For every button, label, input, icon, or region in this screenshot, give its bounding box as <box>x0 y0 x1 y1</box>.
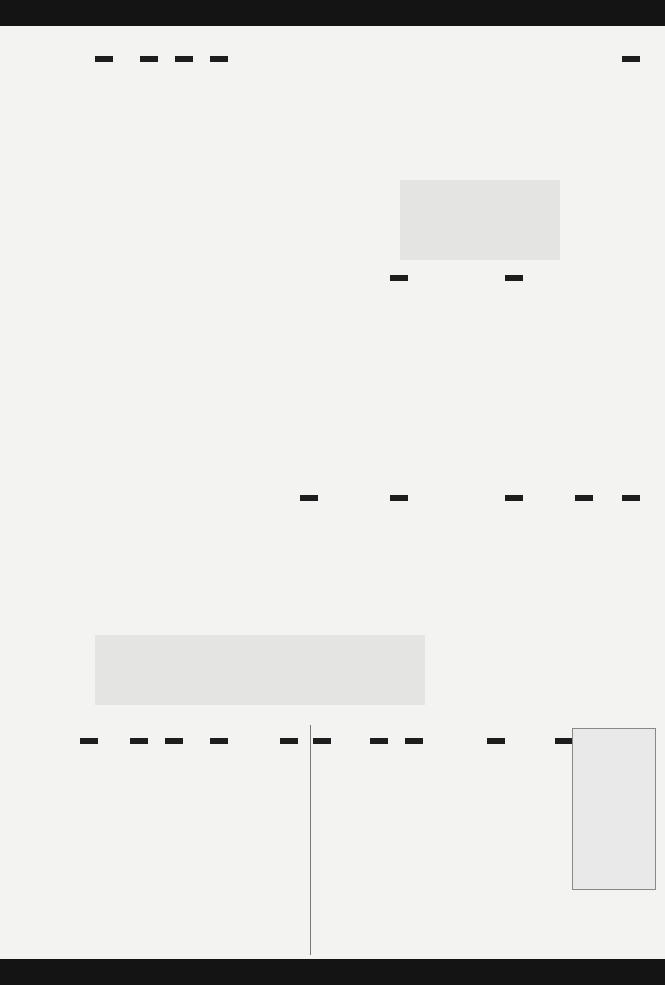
author-label <box>505 495 523 501</box>
author-label <box>175 56 193 62</box>
author-label <box>210 738 228 744</box>
footer-banner <box>0 959 665 985</box>
author-label <box>280 738 298 744</box>
section-divider <box>310 725 311 955</box>
author-label <box>95 56 113 62</box>
author-label <box>622 56 640 62</box>
header-banner <box>0 0 665 26</box>
author-label <box>300 495 318 501</box>
author-label <box>390 275 408 281</box>
author-label <box>405 738 423 744</box>
author-label <box>80 738 98 744</box>
author-label <box>165 738 183 744</box>
author-label <box>130 738 148 744</box>
background-illustration <box>95 635 425 705</box>
author-label <box>487 738 505 744</box>
author-label <box>140 56 158 62</box>
author-label <box>555 738 573 744</box>
slash-logo <box>576 732 620 754</box>
author-label <box>313 738 331 744</box>
author-label <box>505 275 523 281</box>
author-label <box>575 495 593 501</box>
author-label <box>370 738 388 744</box>
background-illustration <box>400 180 560 260</box>
author-label <box>210 56 228 62</box>
author-label <box>622 495 640 501</box>
author-label <box>390 495 408 501</box>
